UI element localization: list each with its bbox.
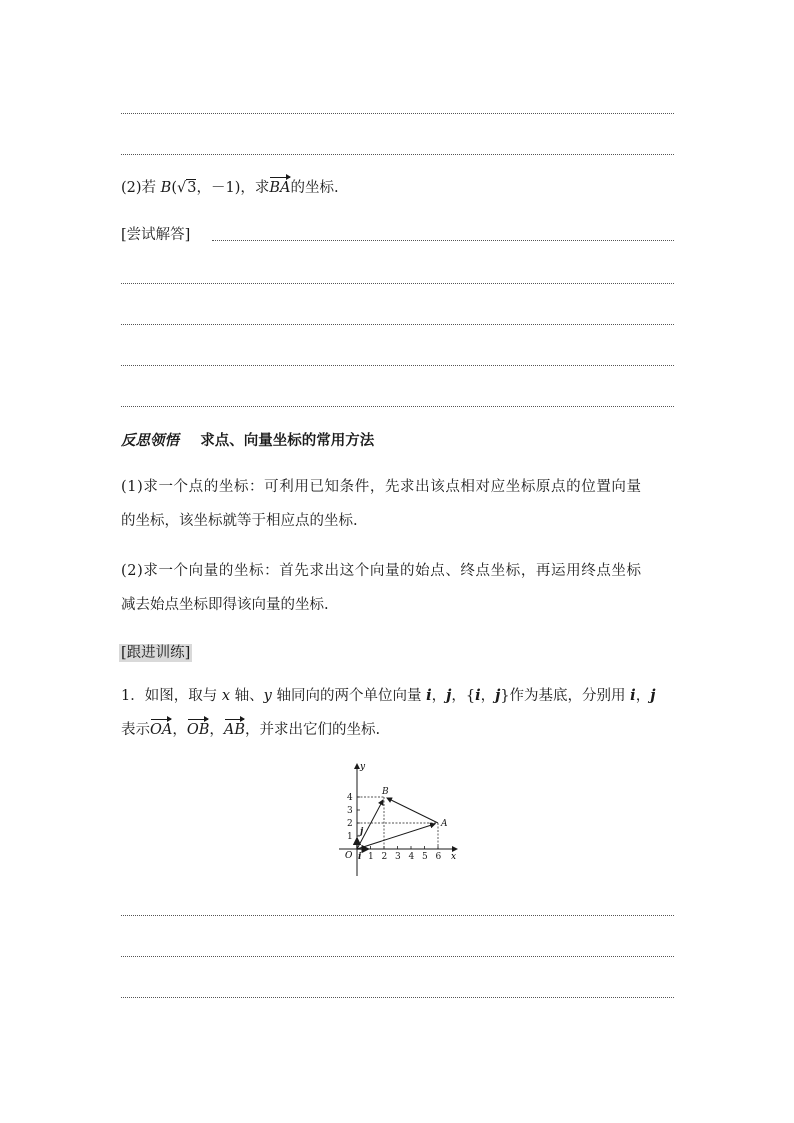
question-part-2: (2)若 B(√3，－1)，求BA的坐标. [121,180,339,196]
answer-line [121,283,674,284]
question-1-line2: 表示OA，OB，AB，并求出它们的坐标. [121,722,381,738]
reflect-heading [121,431,374,451]
try-answer-label: [尝试解答] [121,227,191,243]
x-axis-label: x [451,852,457,862]
unit-i-label: i [358,852,362,862]
vector-ab-line [387,798,438,823]
y-axis-label: y [360,762,366,772]
reflect-p2-line2: 减去始点坐标即得该向量的坐标. [121,597,329,613]
answer-line [121,365,674,366]
origin-label: O [345,851,353,861]
answer-line [212,240,674,241]
x-tick-label: 1 [368,852,374,862]
x-tick-label: 2 [381,852,388,862]
training-label: [跟进训练] [121,645,191,661]
point-a-label: A [441,819,448,829]
answer-line [121,406,674,407]
reflect-p1-line1: (1)求一个点的坐标：可利用已知条件，先求出该点相对应坐标原点的位置向量 [121,479,642,495]
answer-line [121,113,674,114]
y-tick-label: 4 [347,793,353,803]
vector-ab: AB [223,722,246,738]
reflect-subtitle: 求点、向量坐标的常用方法 [200,432,375,449]
y-tick-label: 3 [347,806,353,816]
vector-oa: OA [150,722,173,738]
x-tick-label: 4 [408,852,415,862]
x-tick-label: 5 [422,852,428,862]
reflect-title: 反思领悟 [121,432,179,449]
vector-ob: OB [186,722,210,738]
answer-line [121,324,674,325]
y-tick-label: 1 [347,832,353,842]
answer-line [121,956,674,957]
sqrt-symbol: √ [176,180,187,196]
answer-line [121,915,674,916]
point-b-label: B [160,180,172,196]
vector-ba: BA [269,180,291,196]
coordinate-figure [335,760,465,878]
x-tick-label: 3 [395,852,401,862]
point-b-label: B [382,787,389,797]
answer-line [121,154,674,155]
reflect-p1-line2: 的坐标，该坐标就等于相应点的坐标. [121,513,358,529]
sqrt-value: 3 [187,180,197,196]
unit-j-label: j [360,827,364,837]
answer-line [121,997,674,998]
y-tick-label: 2 [347,819,353,829]
question-1-line1: 1．如图，取与 x 轴、y 轴同向的两个单位向量 i，j，{i，j}作为基底，分别用 i，j [121,687,656,704]
x-tick-label: 6 [435,852,442,862]
reflect-p2-line1: (2)求一个向量的坐标：首先求出这个向量的始点、终点坐标，再运用终点坐标 [121,563,642,579]
